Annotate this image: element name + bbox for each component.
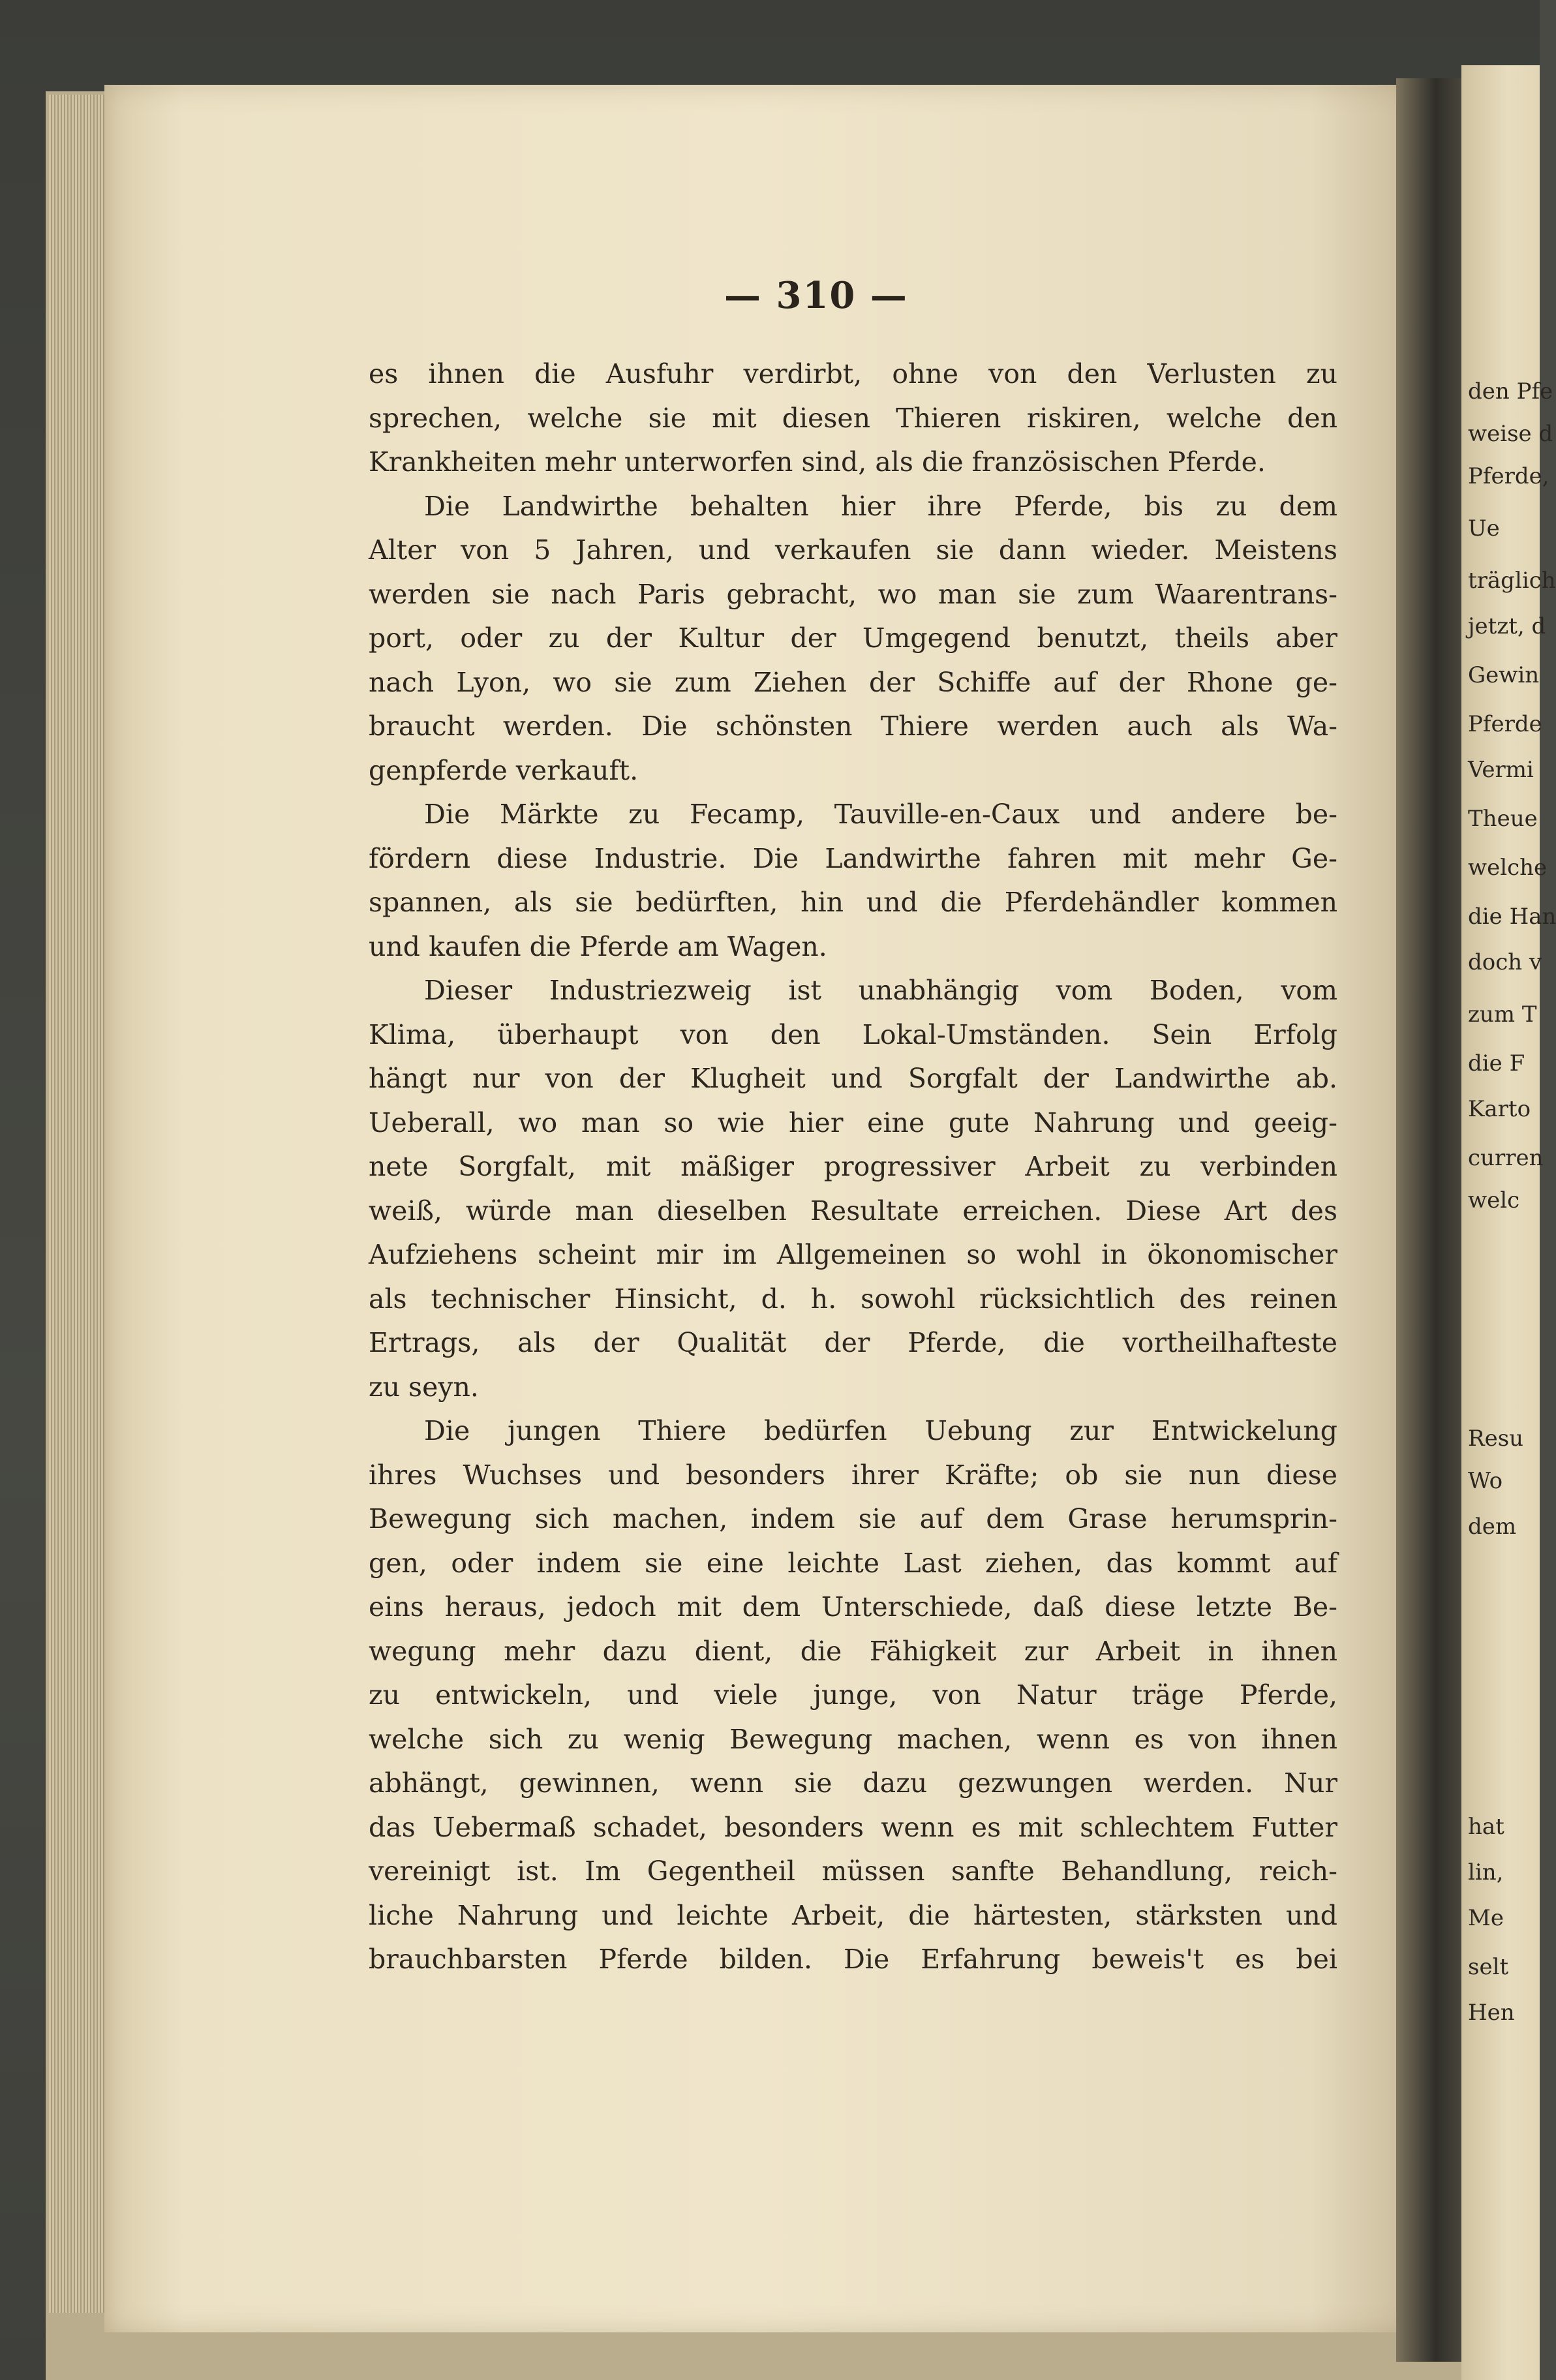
text-line: braucht werden. Die schönsten Thiere werden auch als Wa- bbox=[369, 710, 1337, 742]
text-line: Dieser Industriezweig ist unabhängig vom Boden, vom bbox=[424, 975, 1337, 1006]
text-line: Aufziehens scheint mir im Allgemeinen so wohl in ökonomischer bbox=[369, 1239, 1337, 1270]
text-line: werden sie nach Paris gebracht, wo man sie zum Waarentrans- bbox=[369, 578, 1337, 610]
next-page-fragment: Theue bbox=[1468, 806, 1538, 832]
text-line: vereinigt ist. Im Gegentheil müssen sanfte Behandlung, reich- bbox=[369, 1855, 1337, 1887]
page-edges bbox=[49, 95, 104, 2313]
next-page-fragment: doch v bbox=[1468, 949, 1542, 975]
next-page-fragment: die Han bbox=[1468, 904, 1556, 930]
text-line: nach Lyon, wo sie zum Ziehen der Schiffe auf der Rhone ge- bbox=[369, 666, 1337, 698]
text-line: fördern diese Industrie. Die Landwirthe fahren mit mehr Ge- bbox=[369, 842, 1337, 874]
text-line: spannen, als sie bedürften, hin und die Pferdehändler kommen bbox=[369, 887, 1337, 918]
next-page-fragment: welche bbox=[1468, 855, 1548, 881]
next-page-fragment: hat bbox=[1468, 1814, 1504, 1840]
next-page-fragment: Wo bbox=[1468, 1468, 1503, 1494]
right-page-edge bbox=[1461, 65, 1556, 2380]
text-line: zu entwickeln, und viele junge, von Natur träge Pferde, bbox=[369, 1679, 1337, 1711]
text-line: Krankheiten mehr unterworfen sind, als die französischen Pferde. bbox=[369, 446, 1266, 478]
text-line: Klima, überhaupt von den Lokal-Umständen. Sein Erfolg bbox=[369, 1018, 1337, 1050]
next-page-fragment: die F bbox=[1468, 1050, 1525, 1076]
text-line: brauchbarsten Pferde bilden. Die Erfahrung beweis't es bei bbox=[369, 1944, 1337, 1975]
text-line: und kaufen die Pferde am Wagen. bbox=[369, 930, 827, 962]
text-line: eins heraus, jedoch mit dem Unterschiede, daß diese letzte Be- bbox=[369, 1591, 1337, 1623]
text-line: es ihnen die Ausfuhr verdirbt, ohne von den Verlusten zu bbox=[369, 358, 1337, 389]
text-line: gen, oder indem sie eine leichte Last ziehen, das kommt auf bbox=[369, 1547, 1337, 1579]
next-page-fragment: dem bbox=[1468, 1514, 1517, 1540]
next-page-fragment: Vermi bbox=[1468, 757, 1534, 783]
next-page-fragment: träglich bbox=[1468, 568, 1556, 594]
page-number: — 310 — bbox=[724, 274, 908, 317]
text-line: weiß, würde man dieselben Resultate erreichen. Diese Art des bbox=[369, 1195, 1337, 1227]
text-line: Ueberall, wo man so wie hier eine gute Nahrung und geeig- bbox=[369, 1106, 1337, 1138]
text-line: Bewegung sich machen, indem sie auf dem Grase herumsprin- bbox=[369, 1503, 1337, 1534]
next-page-fragment: jetzt, d bbox=[1468, 613, 1546, 639]
page-body-text bbox=[369, 352, 1337, 1982]
book-gutter bbox=[1396, 78, 1468, 2362]
next-page-fragment: lin, bbox=[1468, 1859, 1504, 1885]
next-page-fragment: Pferde, bbox=[1468, 463, 1549, 489]
next-page-fragment: zum T bbox=[1468, 1001, 1537, 1028]
text-line: Alter von 5 Jahren, und verkaufen sie dann wieder. Meistens bbox=[369, 534, 1337, 566]
next-page-fragment: Pferde bbox=[1468, 711, 1542, 737]
text-line: liche Nahrung und leichte Arbeit, die härtesten, stärksten und bbox=[369, 1899, 1337, 1931]
text-line: port, oder zu der Kultur der Umgegend benutzt, theils aber bbox=[369, 622, 1337, 654]
next-page-fragment: Gewin bbox=[1468, 662, 1540, 688]
text-line: wegung mehr dazu dient, die Fähigkeit zur Arbeit in ihnen bbox=[369, 1635, 1337, 1667]
text-line: welche sich zu wenig Bewegung machen, wenn es von ihnen bbox=[369, 1723, 1337, 1755]
text-line: Die Landwirthe behalten hier ihre Pferde, bis zu dem bbox=[424, 490, 1337, 522]
next-page-fragment: welc bbox=[1468, 1187, 1520, 1213]
text-line: Die Märkte zu Fecamp, Tauville-en-Caux und andere be- bbox=[424, 799, 1337, 830]
text-line: genpferde verkauft. bbox=[369, 754, 639, 786]
text-line: hängt nur von der Klugheit und Sorgfalt der Landwirthe ab. bbox=[369, 1063, 1337, 1094]
next-page-fragment: den Pfe bbox=[1468, 378, 1553, 404]
next-page-fragment: Ue bbox=[1468, 515, 1500, 542]
text-line: als technischer Hinsicht, d. h. sowohl rücksichtlich des reinen bbox=[369, 1283, 1337, 1315]
text-line: Ertrags, als der Qualität der Pferde, die vortheilhafteste bbox=[369, 1327, 1337, 1358]
text-line: Die jungen Thiere bedürfen Uebung zur Entwickelung bbox=[424, 1415, 1337, 1446]
next-page-fragment: Resu bbox=[1468, 1426, 1524, 1452]
next-page-fragment: Karto bbox=[1468, 1096, 1531, 1122]
next-page-fragment: Hen bbox=[1468, 2000, 1515, 2026]
text-line: sprechen, welche sie mit diesen Thieren riskiren, welche den bbox=[369, 402, 1337, 434]
text-line: abhängt, gewinnen, wenn sie dazu gezwungen werden. Nur bbox=[369, 1767, 1337, 1799]
text-line: nete Sorgfalt, mit mäßiger progressiver Arbeit zu verbinden bbox=[369, 1151, 1337, 1182]
text-line: zu seyn. bbox=[369, 1371, 479, 1403]
next-page-fragment: curren bbox=[1468, 1145, 1544, 1171]
text-line: ihres Wuchses und besonders ihrer Kräfte; ob sie nun diese bbox=[369, 1459, 1337, 1491]
next-page-fragment: weise d bbox=[1468, 421, 1553, 447]
next-page-fragment: selt bbox=[1468, 1954, 1509, 1980]
text-line: das Uebermaß schadet, besonders wenn es mit schlechtem Futter bbox=[369, 1811, 1337, 1843]
next-page-fragment: Me bbox=[1468, 1905, 1504, 1931]
